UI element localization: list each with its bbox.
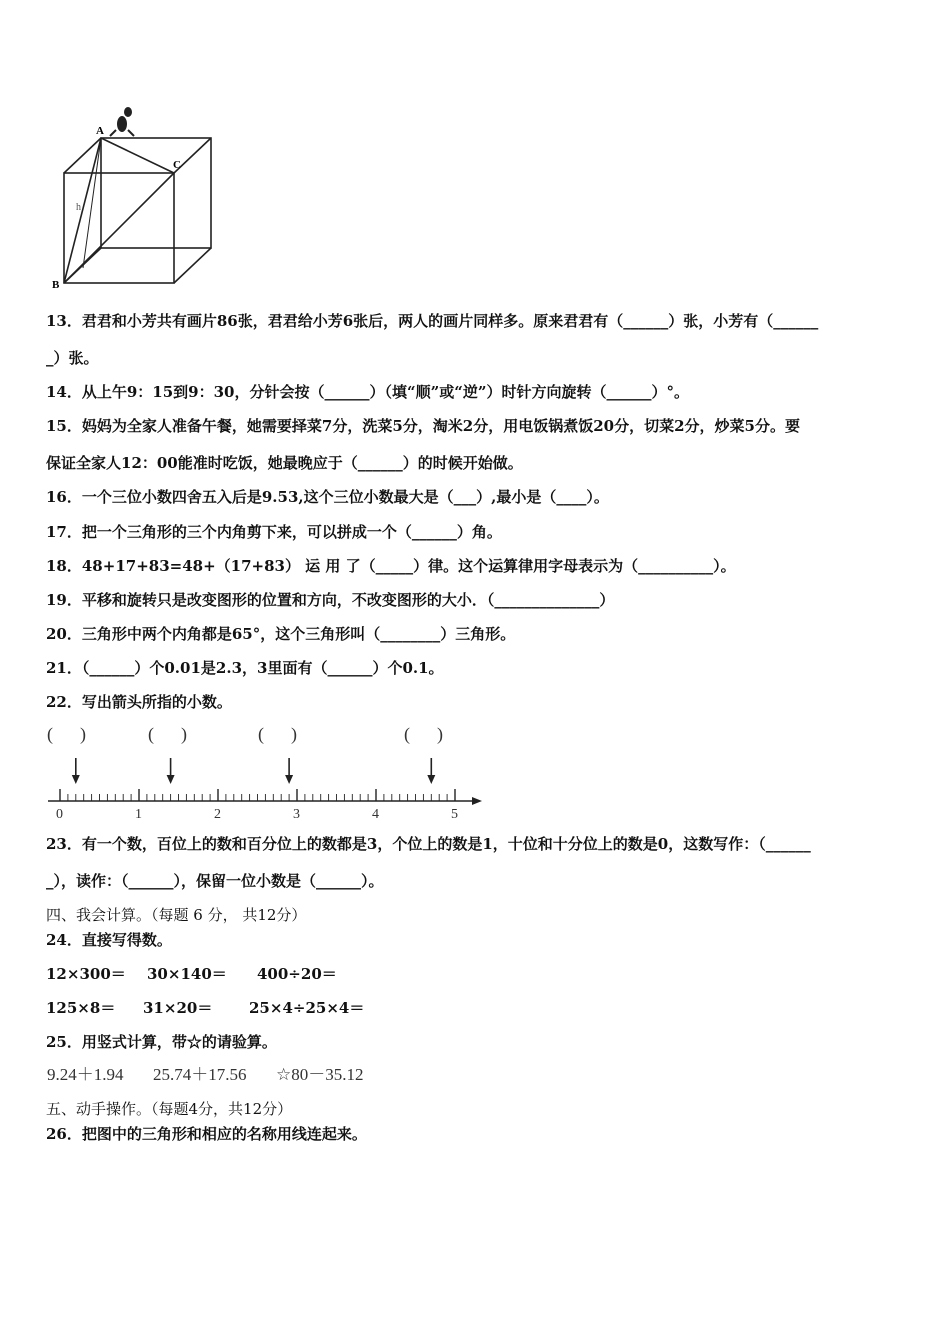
- calc-item: 31×20＝: [143, 999, 213, 1017]
- answer-bracket: ( ): [148, 724, 187, 744]
- tick-label: 2: [214, 807, 221, 822]
- axis-arrowhead-icon: [472, 797, 482, 805]
- calc-item: 30×140＝: [147, 965, 227, 983]
- tick-label: 3: [293, 807, 300, 822]
- question-13-line2: _）张。: [46, 349, 99, 367]
- question-20: 20．三角形中两个内角都是65°，这个三角形叫（________）三角形。: [46, 625, 516, 643]
- answer-bracket: ( ): [258, 724, 297, 744]
- question-15-line2: 保证全家人12：00能准时吃饭，她最晚应于（______）的时候开始做。: [46, 454, 523, 472]
- section-4-heading: 四、我会计算。（每题 6 分， 共12分）: [46, 906, 307, 924]
- section-5-heading: 五、动手操作。（每题4分，共12分）: [46, 1100, 293, 1118]
- calc-item: 125×8＝: [46, 999, 116, 1017]
- question-14: 14．从上午9：15到9：30，分针会按（______）（填“顺”或“逆”）时针方向旋转（______）°。: [46, 383, 690, 401]
- tick-label: 5: [451, 807, 458, 822]
- question-19: 19．平移和旋转只是改变图形的位置和方向，不改变图形的大小．（______________）: [46, 591, 615, 609]
- question-15-line1: 15．妈妈为全家人准备午餐，她需要择菜7分，洗菜5分，淘米2分，用电饭锅煮饭20分，切菜2分，炒菜5分。要: [46, 417, 800, 435]
- question-26: 26．把图中的三角形和相应的名称用线连起来。: [46, 1125, 367, 1143]
- cube-label-a: A: [96, 125, 104, 137]
- question-24-title: 24．直接写得数。: [46, 931, 172, 949]
- question-23-line2: _），读作：（______），保留一位小数是（______）。: [46, 872, 384, 890]
- cube-label-c: C: [173, 159, 181, 171]
- vertical-calc-item: 25.74＋17.56: [153, 1065, 247, 1084]
- calc-item: 400÷20＝: [257, 965, 337, 983]
- tick-label: 4: [372, 807, 379, 822]
- question-17: 17．把一个三角形的三个内角剪下来，可以拼成一个（______）角。: [46, 523, 502, 541]
- number-line-figure: [40, 718, 490, 823]
- vertical-calc-item: ☆80－35.12: [276, 1065, 364, 1084]
- question-25-title: 25．用竖式计算，带☆的请验算。: [46, 1033, 277, 1051]
- question-23-line1: 23．有一个数，百位上的数和百分位上的数都是3，个位上的数是1，十位和十分位上的数是0，这数写作：（______: [46, 835, 811, 853]
- vertical-calc-item: 9.24＋1.94: [47, 1065, 124, 1084]
- pointer-arrowhead-icon: [72, 775, 80, 784]
- pointer-arrowhead-icon: [167, 775, 175, 784]
- pointer-arrowhead-icon: [285, 775, 293, 784]
- pointer-arrowhead-icon: [427, 775, 435, 784]
- calc-item: 25×4÷25×4＝: [249, 999, 365, 1017]
- answer-bracket: ( ): [404, 724, 443, 744]
- cube-label-b: B: [52, 279, 60, 291]
- calc-item: 12×300＝: [46, 965, 126, 983]
- tick-label: 0: [56, 807, 63, 822]
- cube-figure: [46, 98, 226, 293]
- cube-label-side: h: [76, 202, 81, 213]
- question-16: 16．一个三位小数四舍五入后是9.53,这个三位小数最大是（___）,最小是（____）。: [46, 488, 609, 506]
- question-13-line1: 13．君君和小芳共有画片86张，君君给小芳6张后，两人的画片同样多。原来君君有（______）张，小芳有（______: [46, 312, 819, 330]
- ant-icon: [110, 107, 134, 136]
- answer-bracket: ( ): [47, 724, 86, 744]
- question-22: 22．写出箭头所指的小数。: [46, 693, 232, 711]
- question-21: 21．（______）个0.01是2.3，3里面有（______）个0.1。: [46, 659, 444, 677]
- question-18: 18．48+17+83=48+（17+83） 运 用 了（_____）律。这个运算律用字母表示为（__________）。: [46, 557, 736, 575]
- tick-label: 1: [135, 807, 142, 822]
